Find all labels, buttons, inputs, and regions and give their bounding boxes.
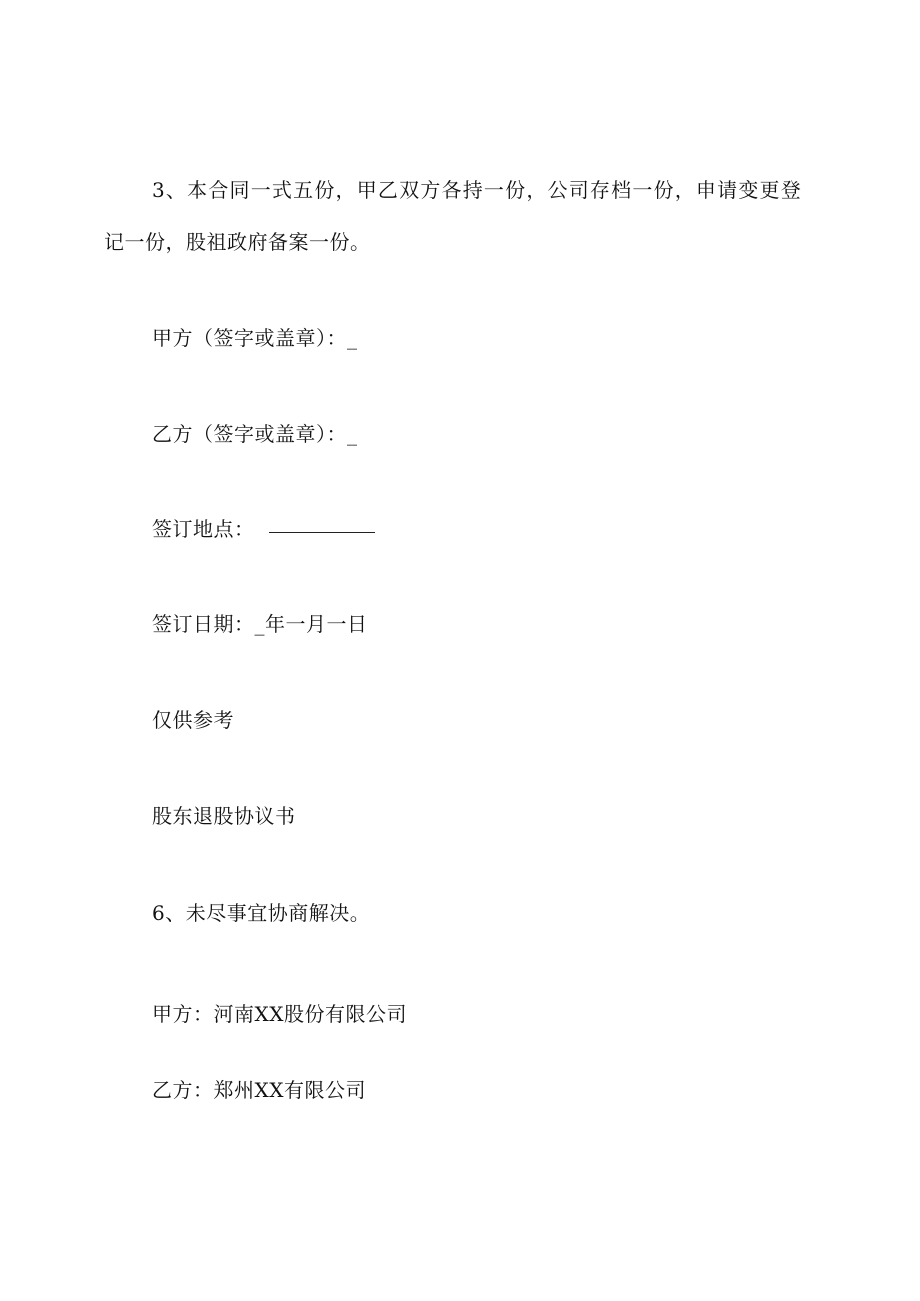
clause-3-line-2: 记一份，股祖政府备案一份。	[104, 230, 371, 254]
signing-place-label: 签订地点：	[152, 517, 255, 541]
clause-3-line-1: 3、本合同一式五份，甲乙双方各持一份，公司存档一份，申请变更登	[152, 178, 802, 202]
party-b-signature-line: 乙方（签字或盖章）：_	[152, 422, 358, 446]
agreement-title: 股东退股协议书	[152, 804, 296, 828]
signing-place-blank	[269, 512, 375, 533]
party-a-name: 甲方：河南XX股份有限公司	[152, 1002, 407, 1026]
signing-date-line: 签订日期：_年一月一日	[152, 612, 368, 636]
party-a-signature-line: 甲方（签字或盖章）：_	[152, 326, 358, 350]
signing-place-line	[152, 515, 375, 543]
party-b-name: 乙方：郑州XX有限公司	[152, 1078, 366, 1102]
clause-6: 6、未尽事宜协商解决。	[152, 901, 371, 925]
reference-only-note: 仅供参考	[152, 708, 234, 732]
